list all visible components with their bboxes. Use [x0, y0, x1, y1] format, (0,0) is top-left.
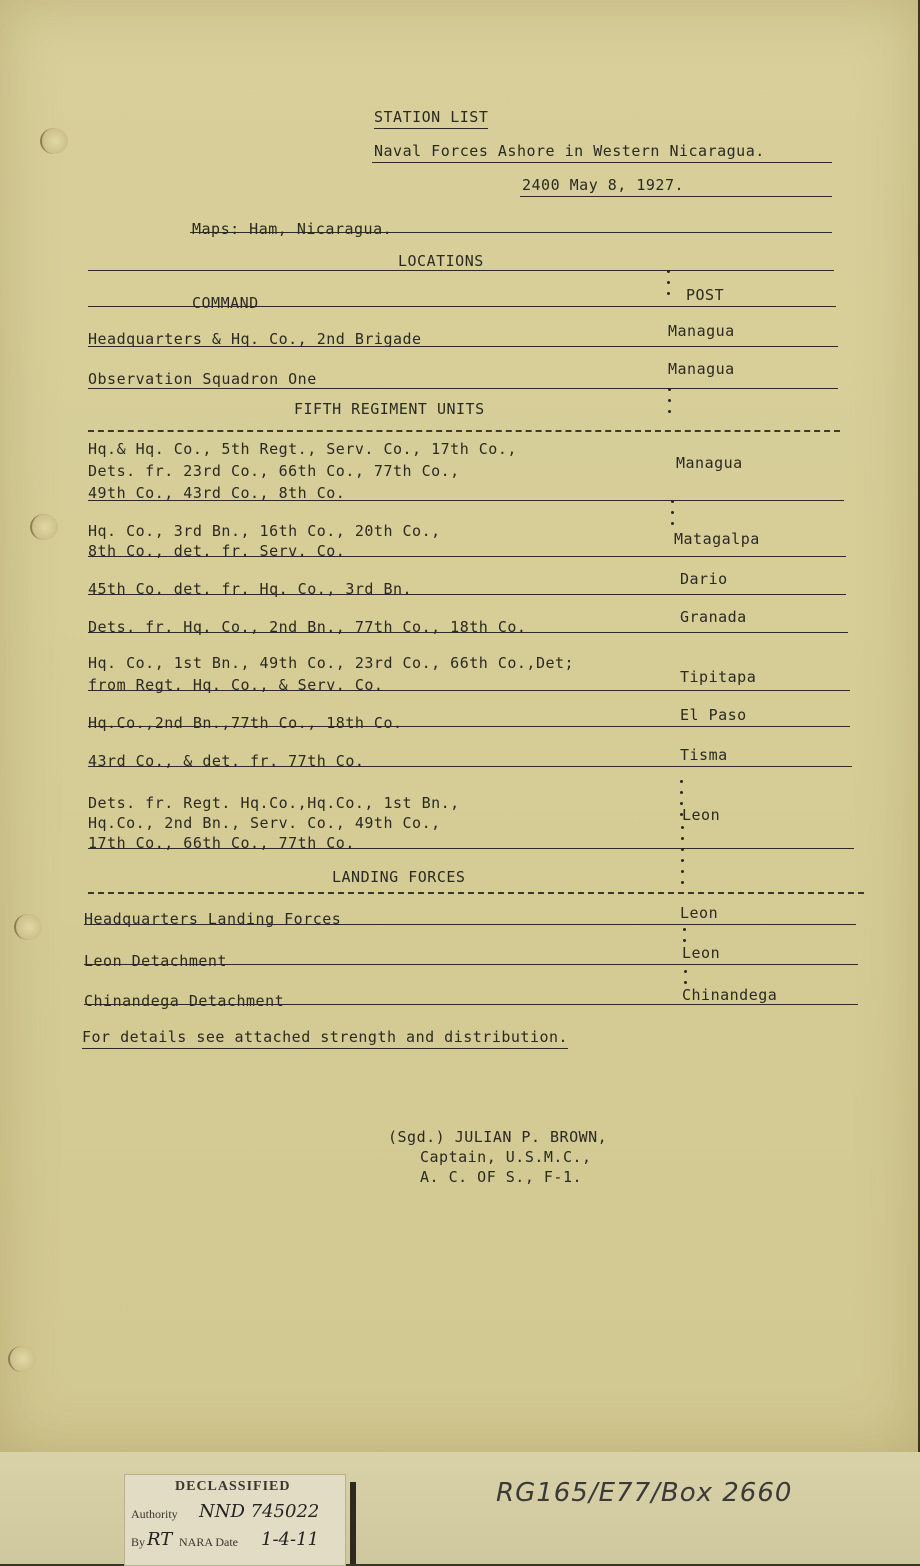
rule	[88, 848, 854, 849]
rule	[88, 726, 850, 727]
command-hq-brigade: Headquarters & Hq. Co., 2nd Brigade	[88, 330, 422, 348]
signature-rank: Captain, U.S.M.C.,	[420, 1148, 592, 1166]
rule	[372, 162, 832, 163]
footer-note: For details see attached strength and distribution.	[82, 1026, 568, 1049]
post-el-paso: El Paso	[680, 706, 747, 724]
command-granada: Dets. fr. Hq. Co., 2nd Bn., 77th Co., 18th Co.	[88, 618, 527, 636]
rule	[88, 346, 838, 347]
column-post: POST	[686, 286, 725, 304]
rule	[88, 556, 846, 557]
post-fifth-managua: Managua	[676, 454, 743, 472]
command-hq-landing: Headquarters Landing Forces	[84, 910, 342, 928]
post-hq-brigade: Managua	[668, 322, 735, 340]
command-tisma: 43rd Co., & det. fr. 77th Co.	[88, 752, 365, 770]
column-command: COMMAND	[192, 294, 259, 312]
command-el-paso: Hq.Co.,2nd Bn.,77th Co., 18th Co.	[88, 714, 403, 732]
rule	[84, 964, 858, 965]
rule	[88, 500, 844, 501]
section-fifth-regiment: FIFTH REGIMENT UNITS	[294, 400, 485, 418]
rule	[88, 766, 852, 767]
stamp-title: DECLASSIFIED	[175, 1479, 291, 1494]
command-fifth-managua-l2: Dets. fr. 23rd Co., 66th Co., 77th Co.,	[88, 462, 460, 480]
paper-edge	[350, 1482, 356, 1564]
maps-line: Maps: Ham, Nicaragua.	[192, 220, 393, 238]
declassified-stamp	[124, 1474, 346, 1566]
rule	[520, 196, 832, 197]
doc-datetime: 2400 May 8, 1927.	[522, 176, 685, 194]
archive-reference: RG165/E77/Box 2660	[496, 1478, 793, 1508]
command-matagalpa-l1: Hq. Co., 3rd Bn., 16th Co., 20th Co.,	[88, 522, 441, 540]
post-granada: Granada	[680, 608, 747, 626]
stamp-by-value: RT	[147, 1529, 173, 1550]
doc-title: STATION LIST	[374, 106, 488, 129]
punch-hole	[30, 514, 58, 540]
command-dario: 45th Co. det. fr. Hq. Co., 3rd Bn.	[88, 580, 413, 598]
signature-name: (Sgd.) JULIAN P. BROWN,	[388, 1128, 608, 1146]
post-tisma: Tisma	[680, 746, 728, 764]
post-matagalpa: Matagalpa	[674, 530, 760, 548]
rule	[88, 270, 834, 271]
command-leon-l2: Hq.Co., 2nd Bn., Serv. Co., 49th Co.,	[88, 814, 441, 832]
command-tipitapa-l2: from Regt. Hq. Co., & Serv. Co.	[88, 676, 384, 694]
command-leon-detachment: Leon Detachment	[84, 952, 227, 970]
command-fifth-managua-l3: 49th Co., 43rd Co., 8th Co.	[88, 484, 346, 502]
stamp-authority-value: NND 745022	[199, 1501, 320, 1522]
doc-subtitle: Naval Forces Ashore in Western Nicaragua.	[374, 142, 765, 160]
command-matagalpa-l2: 8th Co., det. fr. Serv. Co.	[88, 542, 346, 560]
post-tipitapa: Tipitapa	[680, 668, 757, 686]
stamp-nara-value: 1-4-11	[261, 1529, 319, 1550]
command-chinandega: Chinandega Detachment	[84, 992, 285, 1010]
punch-hole	[14, 914, 42, 940]
dashed-divider	[88, 892, 864, 894]
post-leon: Leon	[682, 806, 721, 824]
stamp-nara-label: NARA Date	[179, 1535, 238, 1549]
rule	[88, 306, 836, 307]
punch-hole	[40, 128, 68, 154]
post-chinandega: Chinandega	[682, 986, 778, 1004]
command-fifth-managua-l1: Hq.& Hq. Co., 5th Regt., Serv. Co., 17th Co.,	[88, 440, 517, 458]
rule	[84, 1004, 858, 1005]
post-hq-landing: Leon	[680, 904, 719, 922]
punch-hole	[8, 1346, 36, 1372]
rule	[88, 690, 850, 691]
column-divider	[667, 388, 673, 421]
command-leon-l1: Dets. fr. Regt. Hq.Co.,Hq.Co., 1st Bn.,	[88, 794, 460, 812]
post-dario: Dario	[680, 570, 728, 588]
dashed-divider	[88, 430, 840, 432]
column-divider	[666, 270, 672, 303]
column-divider	[680, 826, 686, 892]
rule	[84, 924, 856, 925]
command-leon-l3: 17th Co., 66th Co., 77th Co.	[88, 834, 355, 852]
rule	[190, 232, 832, 233]
stamp-by-label: By	[131, 1535, 146, 1549]
rule	[88, 594, 846, 595]
command-observation: Observation Squadron One	[88, 370, 317, 388]
command-tipitapa-l1: Hq. Co., 1st Bn., 49th Co., 23rd Co., 66th Co.,Det;	[88, 654, 575, 672]
post-observation: Managua	[668, 360, 735, 378]
post-leon-detachment: Leon	[682, 944, 721, 962]
locations-heading: LOCATIONS	[398, 252, 484, 270]
section-landing-forces: LANDING FORCES	[332, 868, 466, 886]
rule	[88, 632, 848, 633]
rule	[88, 388, 838, 389]
signature-office: A. C. OF S., F-1.	[420, 1168, 583, 1186]
stamp-authority-label: Authority	[131, 1507, 178, 1521]
